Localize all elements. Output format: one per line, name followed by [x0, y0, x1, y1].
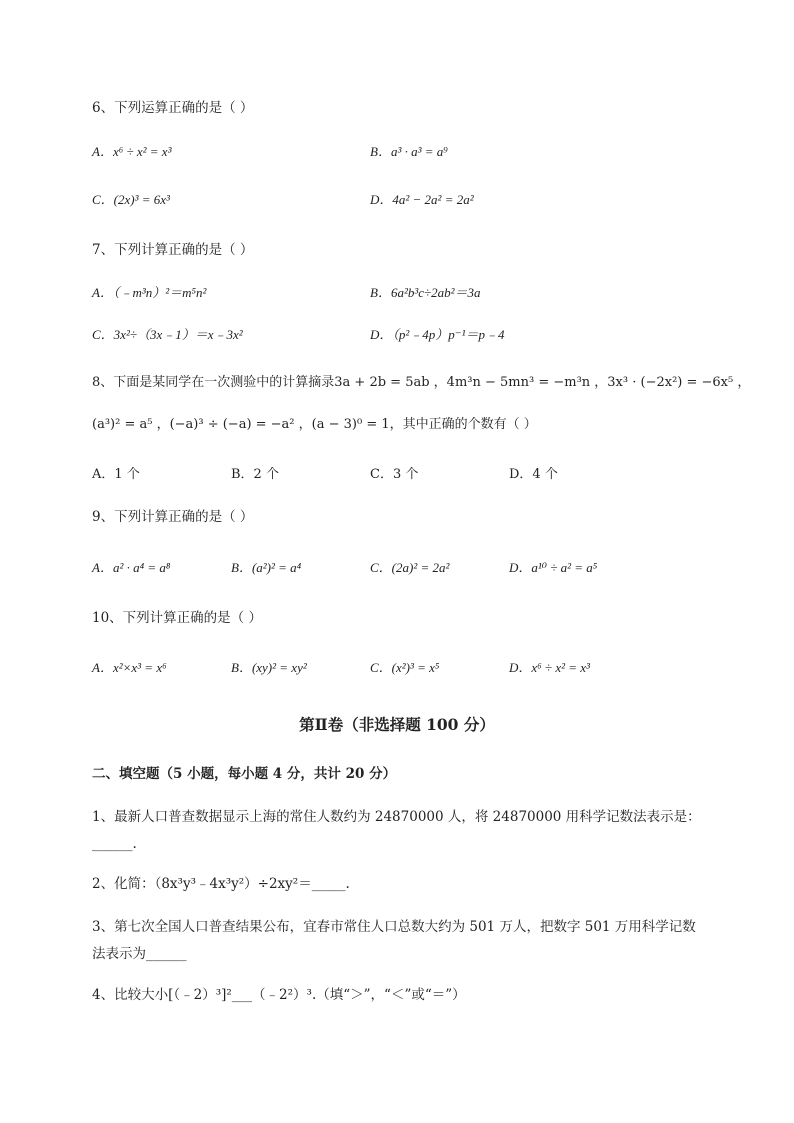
question-7-option-c: C．3x²÷（3x﹣1）＝x﹣3x² [92, 327, 243, 342]
question-10-option-c: C．(x²)³ = x⁵ [370, 660, 440, 675]
question-8-option-d: D．4 个 [509, 467, 558, 482]
question-10-option-a: A．x²×x³ = x⁶ [92, 660, 167, 675]
question-10-option-b: B．(xy)² = xy² [231, 660, 307, 675]
fill-question-4: 4、比较大小[（﹣2）³]²___（﹣2²）³.（填“＞”，“＜”或“＝”） [92, 987, 466, 1003]
question-9-option-d: D．a¹⁰ ÷ a² = a⁵ [509, 560, 598, 575]
question-6-option-a: A．x⁶ ÷ x² = x³ [92, 144, 172, 159]
part-2-title: 第Ⅱ卷（非选择题 100 分） [299, 715, 495, 734]
question-8-stem-line-2: (a³)² = a⁵ ，(−a)³ ÷ (−a) = −a² ，(a − 3)⁰ = 1，其中正确的个数有（ ） [92, 417, 537, 432]
question-9-option-c: C．(2a)² = 2a² [370, 560, 450, 575]
question-8-stem-line-1: 8、下面是某同学在一次测验中的计算摘录3a + 2b = 5ab ，4m³n − 5mn³ = −m³n ，3x³ · (−2x²) = −6x⁵ ， [92, 375, 751, 390]
question-10-stem: 10、下列计算正确的是（ ） [92, 610, 262, 626]
fill-question-3-line-1: 3、第七次全国人口普查结果公布，宜春市常住人口总数大约为 501 万人，把数字 501 万用科学记数 [92, 919, 696, 935]
question-9-stem: 9、下列计算正确的是（ ） [92, 509, 254, 525]
fill-question-2: 2、化简：（8x³y³﹣4x³y²）÷2xy²＝_____. [92, 876, 350, 892]
question-10-option-d: D．x⁶ ÷ x² = x³ [509, 660, 590, 675]
question-8-option-a: A．1 个 [92, 467, 140, 482]
fill-question-1-line-1: 1、最新人口普查数据显示上海的常住人数约为 24870000 人，将 24870000 用科学记数法表示是： [92, 809, 701, 825]
question-9-option-b: B．(a²)² = a⁴ [231, 560, 302, 575]
question-6-stem: 6、下列运算正确的是（ ） [92, 100, 254, 116]
question-8-option-c: C．3 个 [370, 467, 419, 482]
fill-question-3-line-2: 法表示为______ [92, 946, 187, 962]
question-7-option-b: B．6a²b³c÷2ab²＝3a [370, 285, 481, 300]
question-6-option-c: C．(2x)³ = 6x³ [92, 192, 170, 207]
question-6-option-d: D．4a² − 2a² = 2a² [370, 192, 474, 207]
question-8-option-b: B．2 个 [231, 467, 279, 482]
question-7-option-d: D．（p²﹣4p）p⁻¹＝p﹣4 [370, 327, 505, 342]
question-7-stem: 7、下列计算正确的是（ ） [92, 242, 254, 258]
question-6-option-b: B．a³ · a³ = a⁹ [370, 144, 448, 159]
fill-question-1-line-2: ______. [92, 836, 137, 852]
question-7-option-a: A．（﹣m³n）²＝m⁵n² [92, 285, 207, 300]
question-9-option-a: A．a² · a⁴ = a⁸ [92, 560, 171, 575]
section-2-title: 二、填空题（5 小题，每小题 4 分，共计 20 分） [92, 766, 397, 782]
